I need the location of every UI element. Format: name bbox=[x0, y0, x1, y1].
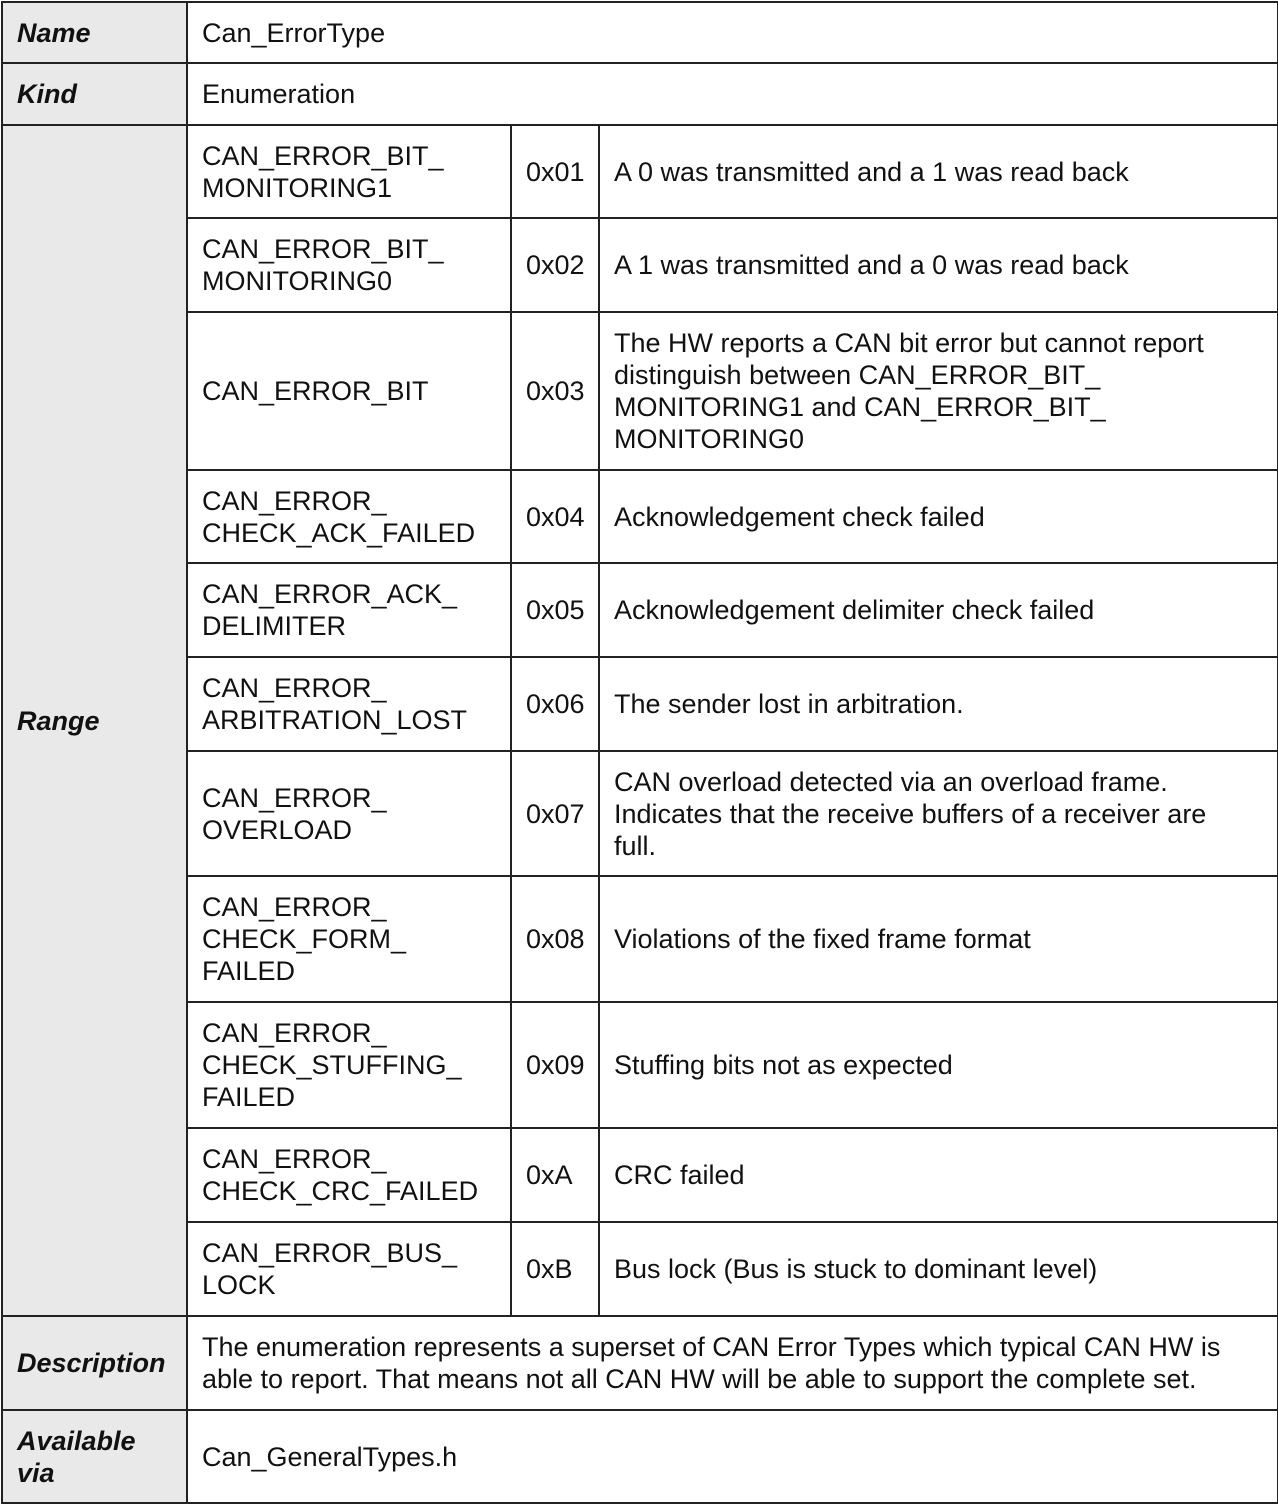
range-symbol: CAN_ERROR_BIT bbox=[187, 312, 511, 470]
range-row bbox=[2, 218, 1278, 312]
range-symbol: CAN_ERROR_ ARBITRATION_LOST bbox=[187, 657, 511, 751]
range-row bbox=[2, 657, 1278, 751]
range-label: Range bbox=[2, 125, 187, 1316]
range-value: 0x07 bbox=[511, 751, 599, 876]
name-label: Name bbox=[2, 2, 187, 63]
range-row bbox=[2, 1128, 1278, 1222]
range-value: 0xA bbox=[511, 1128, 599, 1222]
range-value: 0x01 bbox=[511, 125, 599, 218]
kind-row bbox=[2, 63, 1278, 125]
range-row bbox=[2, 876, 1278, 1002]
range-value: 0x06 bbox=[511, 657, 599, 751]
description-label: Description bbox=[2, 1316, 187, 1410]
range-row bbox=[2, 125, 1278, 218]
range-description: Stuffing bits not as expected bbox=[599, 1002, 1278, 1128]
range-row bbox=[2, 751, 1278, 876]
range-description: Acknowledgement delimiter check failed bbox=[599, 563, 1278, 657]
range-row bbox=[2, 312, 1278, 470]
range-symbol: CAN_ERROR_ CHECK_STUFFING_ FAILED bbox=[187, 1002, 511, 1128]
range-description: CRC failed bbox=[599, 1128, 1278, 1222]
range-value: 0xB bbox=[511, 1222, 599, 1316]
range-description: A 1 was transmitted and a 0 was read back bbox=[599, 218, 1278, 312]
range-description: Bus lock (Bus is stuck to dominant level) bbox=[599, 1222, 1278, 1316]
range-description: CAN overload detected via an overload frame. Indicates that the receive buffers of a receiver are full. bbox=[599, 751, 1278, 876]
range-description: Acknowledgement check failed bbox=[599, 470, 1278, 563]
range-row bbox=[2, 1002, 1278, 1128]
range-symbol: CAN_ERROR_ACK_ DELIMITER bbox=[187, 563, 511, 657]
available-via-label: Available via bbox=[2, 1410, 187, 1503]
range-value: 0x02 bbox=[511, 218, 599, 312]
range-symbol: CAN_ERROR_ CHECK_FORM_ FAILED bbox=[187, 876, 511, 1002]
description-row bbox=[2, 1316, 1278, 1410]
range-value: 0x03 bbox=[511, 312, 599, 470]
name-row bbox=[2, 2, 1278, 63]
description-value: The enumeration represents a superset of CAN Error Types which typical CAN HW is able to report. That means not all CAN HW will be able to support the complete set. bbox=[187, 1316, 1278, 1410]
range-description: The sender lost in arbitration. bbox=[599, 657, 1278, 751]
range-value: 0x04 bbox=[511, 470, 599, 563]
range-value: 0x09 bbox=[511, 1002, 599, 1128]
available-via-value: Can_GeneralTypes.h bbox=[187, 1410, 1278, 1503]
range-description: Violations of the fixed frame format bbox=[599, 876, 1278, 1002]
name-value: Can_ErrorType bbox=[187, 2, 1278, 63]
range-description: A 0 was transmitted and a 1 was read back bbox=[599, 125, 1278, 218]
range-symbol: CAN_ERROR_BIT_ MONITORING1 bbox=[187, 125, 511, 218]
spec-table bbox=[1, 1, 1278, 1504]
range-symbol: CAN_ERROR_ CHECK_CRC_FAILED bbox=[187, 1128, 511, 1222]
range-symbol: CAN_ERROR_BUS_ LOCK bbox=[187, 1222, 511, 1316]
available-via-row bbox=[2, 1410, 1278, 1503]
range-row bbox=[2, 1222, 1278, 1316]
range-row bbox=[2, 563, 1278, 657]
range-value: 0x05 bbox=[511, 563, 599, 657]
range-value: 0x08 bbox=[511, 876, 599, 1002]
kind-label: Kind bbox=[2, 63, 187, 125]
range-row bbox=[2, 470, 1278, 563]
range-description: The HW reports a CAN bit error but cannot report distinguish between CAN_ERROR_BIT_ MONITORING1 and CAN_ERROR_BIT_ MONITORING0 bbox=[599, 312, 1278, 470]
range-symbol: CAN_ERROR_ OVERLOAD bbox=[187, 751, 511, 876]
range-symbol: CAN_ERROR_BIT_ MONITORING0 bbox=[187, 218, 511, 312]
range-symbol: CAN_ERROR_ CHECK_ACK_FAILED bbox=[187, 470, 511, 563]
kind-value: Enumeration bbox=[187, 63, 1278, 125]
